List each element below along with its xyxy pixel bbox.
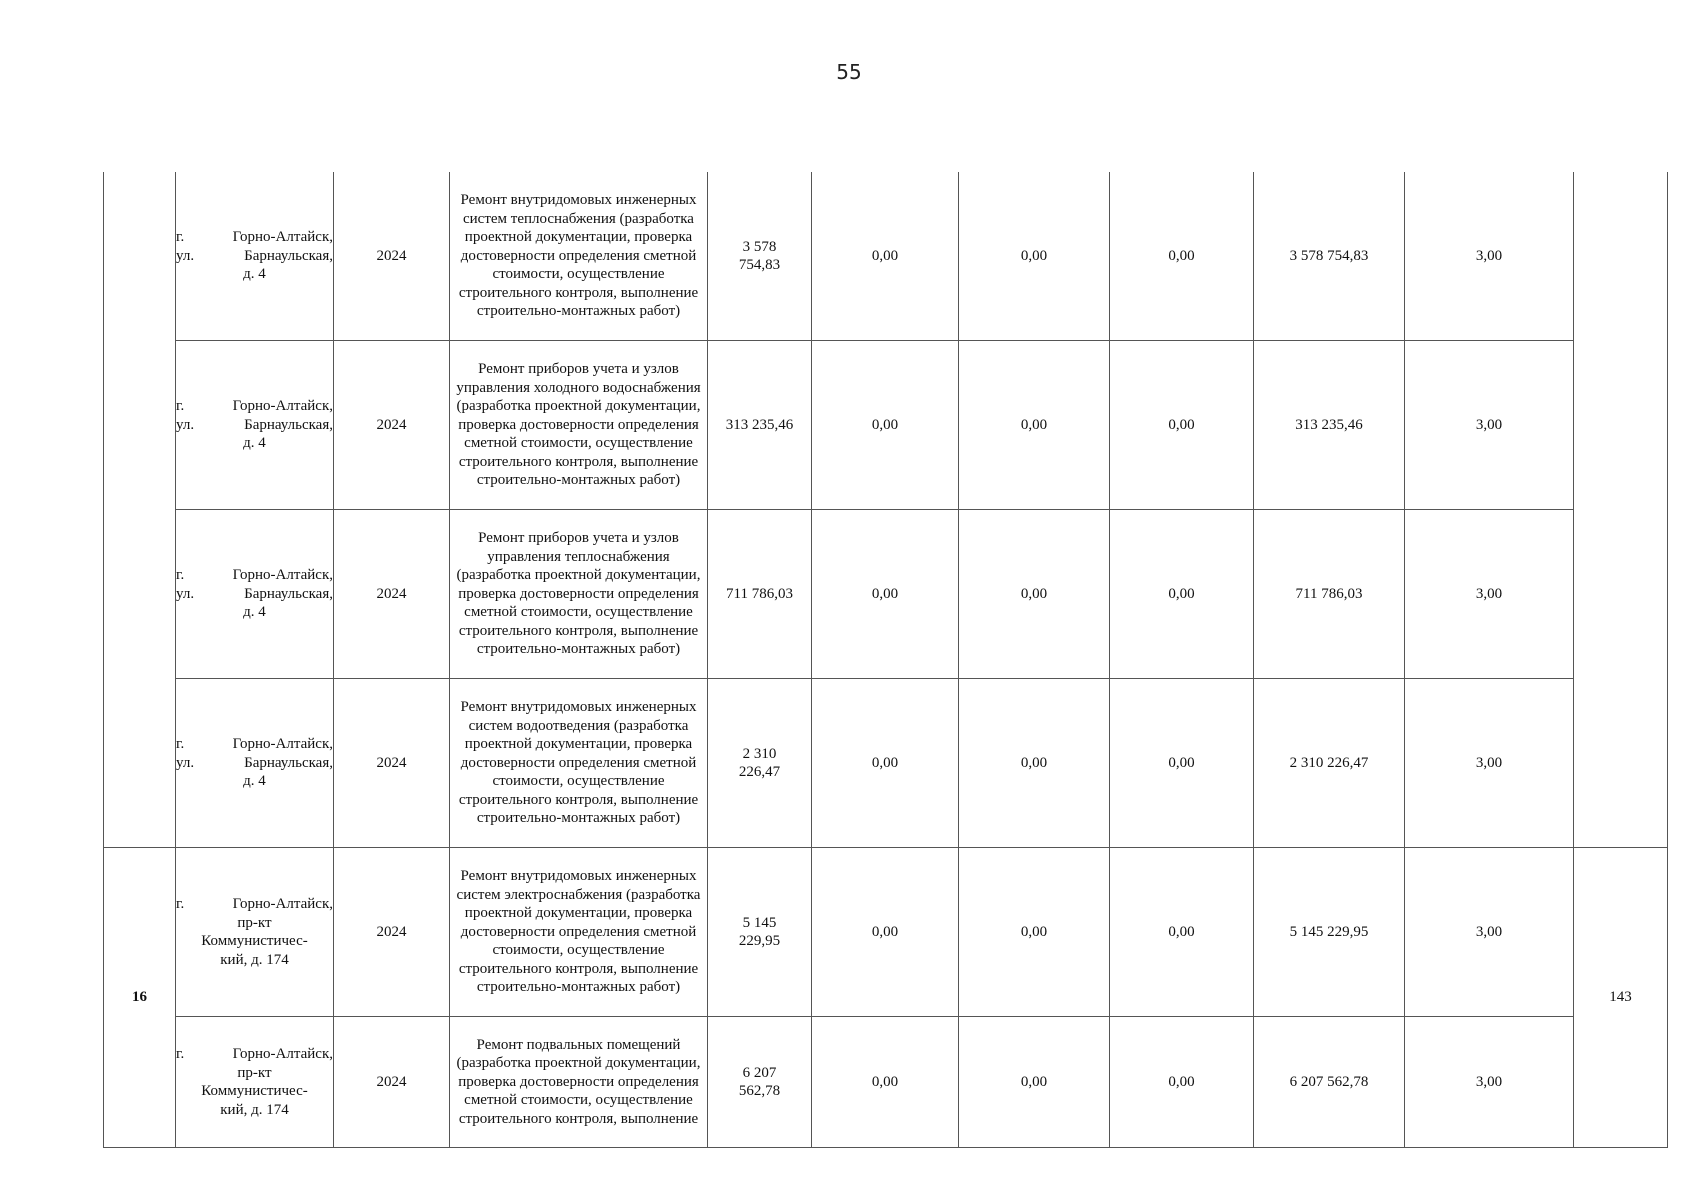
work-description-cell: Ремонт приборов учета и узлов управления теплоснабжения (разработка проектной документации, проверка достоверности определения сметной стоимости, осуществление строительного контроля, выполнение строительно-монтажных работ) <box>450 510 708 679</box>
apartments-cell: 143 <box>1574 848 1668 1148</box>
cost-cell-a: 0,00 <box>812 679 959 848</box>
table-row <box>104 172 1668 341</box>
total-cost-cell: 3 578 754,83 <box>708 172 812 341</box>
year-cell: 2024 <box>334 341 450 510</box>
cost-cell-d: 6 207 562,78 <box>1254 1017 1405 1148</box>
year-cell: 2024 <box>334 172 450 341</box>
cost-cell-b: 0,00 <box>959 1017 1110 1148</box>
cost-cell-e: 3,00 <box>1405 510 1574 679</box>
cost-cell-c: 0,00 <box>1110 341 1254 510</box>
cost-cell-b: 0,00 <box>959 848 1110 1017</box>
address-cell: г. Горно-Алтайск, ул. Барнаульская, д. 4 <box>176 679 334 848</box>
table-row <box>104 848 1668 1017</box>
cost-cell-b: 0,00 <box>959 172 1110 341</box>
apartments-cell <box>1574 172 1668 848</box>
address-cell: г. Горно-Алтайск, ул. Барнаульская, д. 4 <box>176 510 334 679</box>
total-cost-cell: 6 207 562,78 <box>708 1017 812 1148</box>
address-cell: г. Горно-Алтайск, пр-кт Коммунистичес- кий, д. 174 <box>176 1017 334 1148</box>
cost-cell-d: 3 578 754,83 <box>1254 172 1405 341</box>
cost-cell-c: 0,00 <box>1110 1017 1254 1148</box>
work-description-cell: Ремонт внутридомовых инженерных систем теплоснабжения (разработка проектной документации, проверка достоверности определения сметной стоимости, осуществление строительного контроля, выполнение строительно-монтажных работ) <box>450 172 708 341</box>
cost-cell-c: 0,00 <box>1110 172 1254 341</box>
table-row <box>104 341 1668 510</box>
table-row <box>104 1017 1668 1148</box>
row-number-cell <box>104 172 176 848</box>
cost-cell-e: 3,00 <box>1405 848 1574 1017</box>
cost-cell-e: 3,00 <box>1405 1017 1574 1148</box>
cost-cell-d: 313 235,46 <box>1254 341 1405 510</box>
address-cell: г. Горно-Алтайск, ул. Барнаульская, д. 4 <box>176 172 334 341</box>
work-description-cell: Ремонт приборов учета и узлов управления холодного водоснабжения (разработка проектной документации, проверка достоверности определения сметной стоимости, осуществление строительного контроля, выполнение строительно-монтажных работ) <box>450 341 708 510</box>
cost-cell-e: 3,00 <box>1405 341 1574 510</box>
work-description-cell: Ремонт внутридомовых инженерных систем водоотведения (разработка проектной документации, проверка достоверности определения сметной стоимости, осуществление строительного контроля, выполнение строительно-монтажных работ) <box>450 679 708 848</box>
address-cell: г. Горно-Алтайск, ул. Барнаульская, д. 4 <box>176 341 334 510</box>
cost-cell-a: 0,00 <box>812 341 959 510</box>
cost-cell-e: 3,00 <box>1405 172 1574 341</box>
total-cost-cell: 5 145 229,95 <box>708 848 812 1017</box>
cost-cell-b: 0,00 <box>959 510 1110 679</box>
cost-cell-c: 0,00 <box>1110 510 1254 679</box>
cost-cell-d: 2 310 226,47 <box>1254 679 1405 848</box>
row-number-cell: 16 <box>104 848 176 1148</box>
table-row <box>104 510 1668 679</box>
cost-cell-c: 0,00 <box>1110 679 1254 848</box>
total-cost-cell: 313 235,46 <box>708 341 812 510</box>
cost-cell-b: 0,00 <box>959 679 1110 848</box>
table-row <box>104 679 1668 848</box>
year-cell: 2024 <box>334 679 450 848</box>
cost-cell-a: 0,00 <box>812 172 959 341</box>
cost-cell-a: 0,00 <box>812 848 959 1017</box>
page-number: 55 <box>836 60 862 84</box>
work-description-cell: Ремонт подвальных помещений (разработка проектной документации, проверка достоверности определения сметной стоимости, осуществление строительного контроля, выполнение <box>450 1017 708 1148</box>
year-cell: 2024 <box>334 848 450 1017</box>
year-cell: 2024 <box>334 510 450 679</box>
total-cost-cell: 2 310 226,47 <box>708 679 812 848</box>
year-cell: 2024 <box>334 1017 450 1148</box>
cost-cell-e: 3,00 <box>1405 679 1574 848</box>
cost-cell-c: 0,00 <box>1110 848 1254 1017</box>
address-cell: г. Горно-Алтайск, пр-кт Коммунистичес- кий, д. 174 <box>176 848 334 1017</box>
cost-cell-a: 0,00 <box>812 1017 959 1148</box>
total-cost-cell: 711 786,03 <box>708 510 812 679</box>
cost-cell-d: 5 145 229,95 <box>1254 848 1405 1017</box>
cost-cell-b: 0,00 <box>959 341 1110 510</box>
cost-cell-d: 711 786,03 <box>1254 510 1405 679</box>
work-description-cell: Ремонт внутридомовых инженерных систем электроснабжения (разработка проектной документации, проверка достоверности определения сметной стоимости, осуществление строительного контроля, выполнение строительно-монтажных работ) <box>450 848 708 1017</box>
cost-cell-a: 0,00 <box>812 510 959 679</box>
repair-program-table <box>103 172 1668 1148</box>
